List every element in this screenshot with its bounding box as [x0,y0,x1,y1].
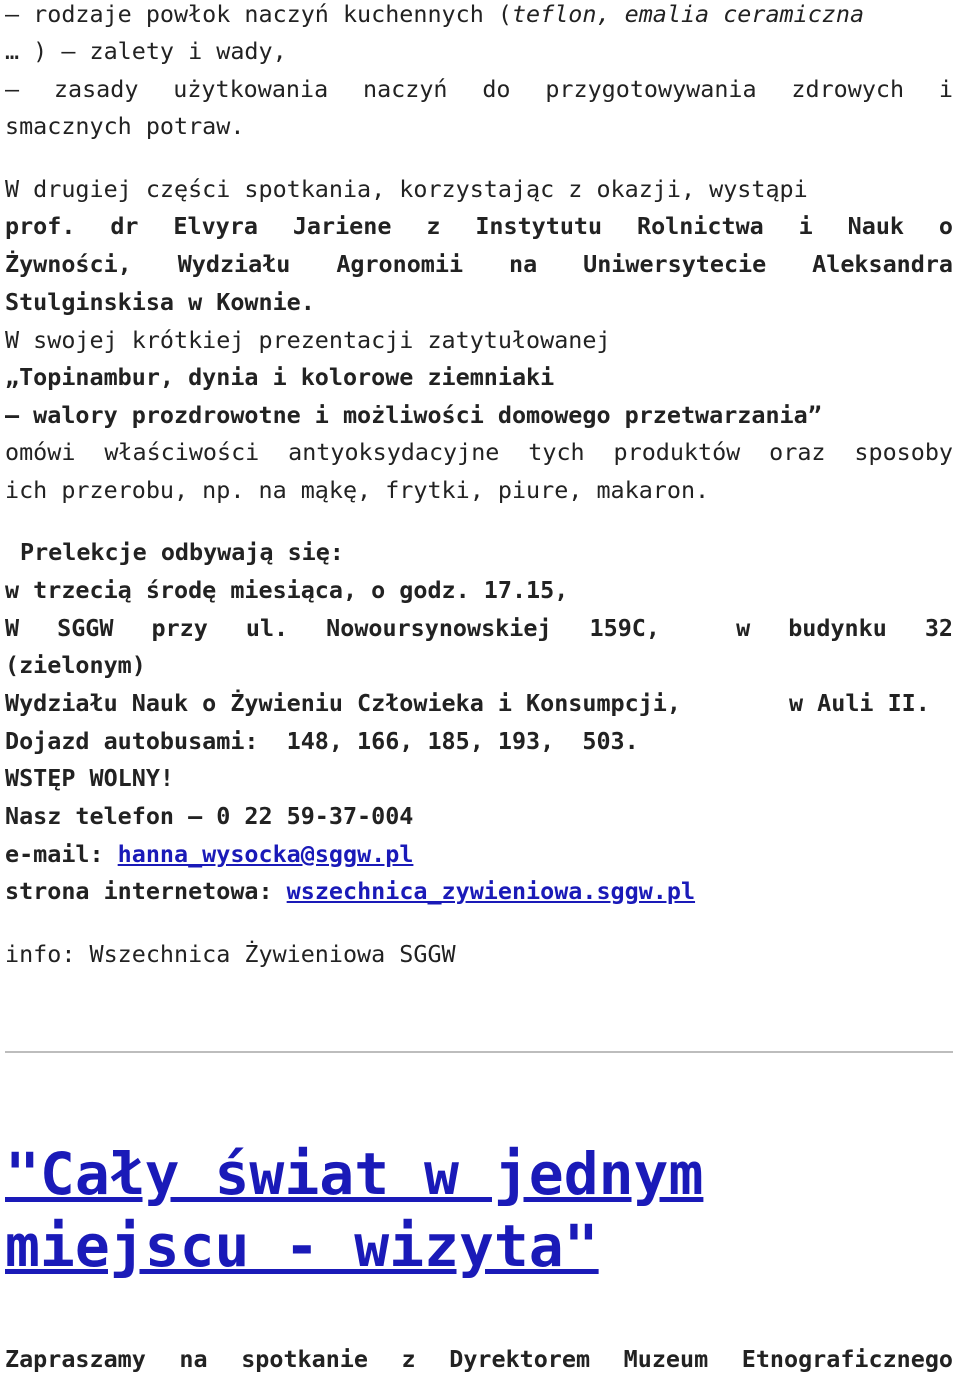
contact-email-label: e-mail: [5,840,118,868]
article-teaser: Zapraszamy na spotkanie z Dyrektorem Muzeum Etnograficznego [5,1345,953,1373]
presentation-title-line-1: „Topinambur, dynia i kolorowe ziemniaki [5,363,555,391]
article-title [5,1138,953,1282]
section-divider [5,1051,953,1053]
part2-line-2: prof. dr Elvyra Jariene z Instytutu Rolnictwa i Nauk o [5,212,953,240]
part2-line-4: Stulginskisa w Kownie. [5,288,315,316]
part2-line-1: W drugiej części spotkania, korzystając z okazji, wystąpi [5,175,808,203]
part2-line-5: W swojej krótkiej prezentacji zatytułowanej [5,326,611,354]
contact-email [5,840,413,868]
intro-line-1 [5,0,864,28]
intro-line-4: smacznych potraw. [5,112,245,140]
part2-line-8: omówi właściwości antyoksydacyjne tych produktów oraz sposoby [5,438,953,466]
lectures-when: w trzecią środę miesiąca, o godz. 17.15, [5,576,569,604]
part2-line-3: Żywności, Wydziału Agronomii na Uniwersytecie Aleksandra [5,250,953,278]
email-link[interactable]: hanna_wysocka@sggw.pl [117,840,414,868]
lectures-where-line-2: (zielonym) [5,651,146,679]
presentation-title-line-2: – walory prozdrowotne i możliwości domowego przetwarzania” [5,401,822,429]
part2-line-9: ich przerobu, np. na mąkę, frytki, piure, makaron. [5,476,710,504]
contact-website-label: strona internetowa: [5,877,287,905]
intro-line-3: – zasady użytkowania naczyń do przygotowywania zdrowych i [5,75,953,103]
lectures-heading: Prelekcje odbywają się: [20,538,344,566]
contact-phone: Nasz telefon – 0 22 59-37-004 [5,802,414,830]
lectures-faculty: Wydziału Nauk o Żywieniu Człowieka i Konsumpcji, [5,689,681,717]
lectures-bus: Dojazd autobusami: 148, 166, 185, 193, 503. [5,727,639,755]
article-title-link[interactable]: "Cały świat w jednym miejscu - wizyta" [5,1140,704,1280]
lectures-where-line-1: W SGGW przy ul. Nowoursynowskiej 159C, w budynku 32 [5,614,953,642]
source-info: info: Wszechnica Żywieniowa SGGW [5,940,456,968]
intro-line-1-text: – rodzaje powłok naczyń kuchennych ( [5,0,512,28]
intro-line-2: … ) – zalety i wady, [5,37,287,65]
lectures-free-entry: WSTĘP WOLNY! [5,764,174,792]
intro-line-1-italic: teflon, emalia ceramiczna [511,0,865,28]
website-link[interactable]: wszechnica_zywieniowa.sggw.pl [286,877,696,905]
lectures-hall: w Auli II. [789,689,930,717]
contact-website [5,877,695,905]
